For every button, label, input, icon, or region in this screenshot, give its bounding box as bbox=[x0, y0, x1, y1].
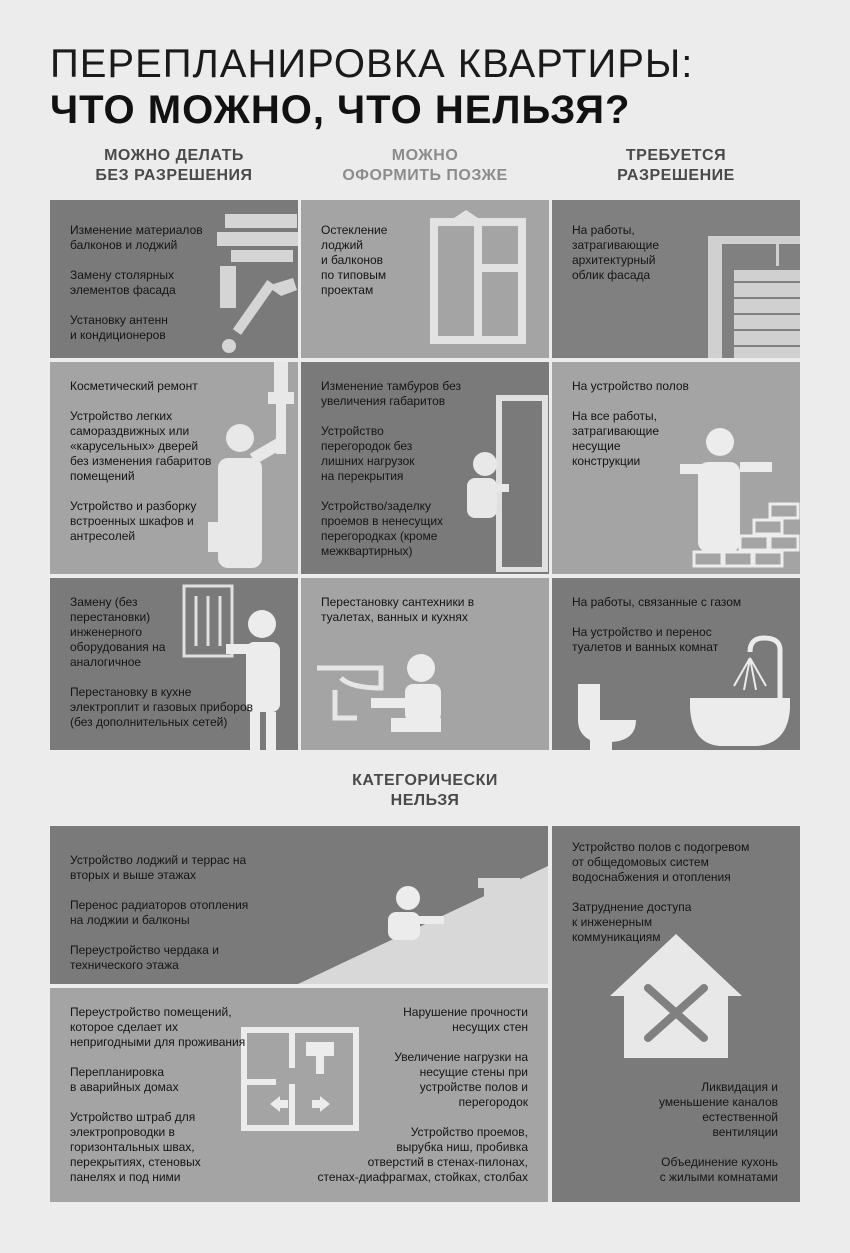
column-heading-line: МОЖНО bbox=[391, 147, 459, 164]
cell-item: Изменение тамбуров без увеличения габаритов bbox=[321, 379, 462, 408]
window-icon bbox=[426, 210, 536, 350]
cell-row1-col1 bbox=[50, 200, 298, 358]
cell-item: Перестановку сантехники в туалетах, ванных и кухнях bbox=[321, 595, 475, 624]
cell-text bbox=[321, 223, 387, 313]
crane-icon bbox=[682, 200, 800, 358]
cell-item: Перепланировка в аварийных домах bbox=[70, 1065, 179, 1094]
cell-item: Устройство проемов, вырубка ниш, пробивка отверстий в стенах-пилонах, стенах-диафрагмах, стойках, столбах bbox=[317, 1125, 528, 1184]
column-heading-line: ОФОРМИТЬ ПОЗЖЕ bbox=[342, 167, 508, 184]
title-line-2: ЧТО МОЖНО, ЧТО НЕЛЬЗЯ? bbox=[50, 88, 631, 132]
cell-row3-col2 bbox=[301, 578, 549, 750]
forbidden-heading-line: КАТЕГОРИЧЕСКИ bbox=[352, 772, 498, 789]
column-heading-no-permission bbox=[50, 146, 298, 186]
cell-item: На работы, связанные с газом bbox=[572, 595, 742, 609]
cell-text bbox=[572, 379, 689, 484]
cell-row3-col1 bbox=[50, 578, 298, 750]
cell-text bbox=[572, 223, 659, 298]
cell-item: Установку антенн и кондиционеров bbox=[70, 313, 168, 342]
cell-text bbox=[317, 1005, 528, 1200]
column-heading-line: МОЖНО ДЕЛАТЬ bbox=[104, 147, 244, 164]
cell-item: Устройство полов с подогревом от общедомовых систем водоснабжения и отопления bbox=[572, 840, 750, 884]
cell-item: На устройство полов bbox=[572, 379, 689, 393]
cell-item: Затруднение доступа к инженерным коммуникациям bbox=[572, 900, 692, 944]
forbidden-heading-line: НЕЛЬЗЯ bbox=[390, 792, 460, 809]
cell-item: Косметический ремонт bbox=[70, 379, 198, 393]
cell-item: Увеличение нагрузки на несущие стены при устройстве полов и перегородок bbox=[394, 1050, 528, 1109]
cell-item: Перенос радиаторов отопления на лоджии и балконы bbox=[70, 898, 249, 927]
forbidden-heading bbox=[300, 771, 550, 811]
cell-item: Устройство перегородок без лишних нагрузок на перекрытия bbox=[321, 424, 415, 483]
cell-item: Устройство и разборку встроенных шкафов и антресолей bbox=[70, 499, 197, 543]
cell-text bbox=[659, 1080, 778, 1200]
column-heading-later bbox=[301, 146, 549, 186]
cell-item: Ликвидация и уменьшение каналов естественной вентиляции bbox=[659, 1080, 778, 1139]
cell-item: Остекление лоджий и балконов по типовым проектам bbox=[321, 223, 388, 297]
cell-item: Объединение кухонь с жилыми комнатами bbox=[659, 1155, 778, 1184]
cell-item: Устройство лоджий и террас на вторых и выше этажах bbox=[70, 853, 247, 882]
cell-row2-col3 bbox=[552, 362, 800, 574]
tools-icon bbox=[215, 208, 298, 358]
cell-item: На работы, затрагивающие архитектурный облик фасада bbox=[572, 223, 659, 282]
cell-item: Замену (без перестановки) инженерного оборудования на аналогичное bbox=[70, 595, 166, 669]
cell-item: Изменение материалов балконов и лоджий bbox=[70, 223, 203, 252]
cell-item: Устройство легких самораздвижных или «карусельных» дверей без изменения габаритов помещений bbox=[70, 409, 212, 483]
cell-text bbox=[70, 853, 248, 984]
cell-text bbox=[70, 379, 211, 559]
cell-item: На все работы, затрагивающие несущие конструкции bbox=[572, 409, 659, 468]
cell-row2-col2 bbox=[301, 362, 549, 574]
cell-row2-col1 bbox=[50, 362, 298, 574]
cell-text bbox=[70, 223, 203, 358]
cell-text bbox=[572, 840, 749, 960]
cell-item: Устройство/заделку проемов в ненесущих перегородках (кроме межквартирных) bbox=[321, 499, 444, 558]
column-heading-line: БЕЗ РАЗРЕШЕНИЯ bbox=[95, 167, 253, 184]
cell-item: На устройство и перенос туалетов и ванных комнат bbox=[572, 625, 719, 654]
roof-worker-icon bbox=[298, 826, 548, 984]
column-heading-line: РАЗРЕШЕНИЕ bbox=[617, 167, 735, 184]
cell-row3-col3 bbox=[552, 578, 800, 750]
painter-icon bbox=[208, 362, 298, 574]
cell-item: Замену столярных элементов фасада bbox=[70, 268, 176, 297]
cell-item: Переустройство помещений, которое сделает их непригодными для проживания bbox=[70, 1005, 246, 1049]
cell-row1-col2 bbox=[301, 200, 549, 358]
cell-text bbox=[321, 595, 474, 640]
cell-text bbox=[321, 379, 461, 574]
cell-item: Перестановку в кухне электроплит и газовых приборов (без дополнительных сетей) bbox=[70, 685, 254, 729]
column-heading-line: ТРЕБУЕТСЯ bbox=[625, 147, 727, 164]
forbidden-top-left bbox=[50, 826, 548, 984]
cell-item: Устройство штраб для электропроводки в горизонтальных швах, перекрытиях, стеновых панелях и под ними bbox=[70, 1110, 201, 1184]
cell-text bbox=[572, 595, 741, 670]
cell-row1-col3 bbox=[552, 200, 800, 358]
forbidden-bottom-left bbox=[50, 988, 548, 1202]
cell-item: Нарушение прочности несущих стен bbox=[403, 1005, 528, 1034]
cell-text bbox=[70, 595, 253, 745]
forbidden-right bbox=[552, 826, 800, 1202]
cell-item: Переустройство чердака и технического этажа bbox=[70, 943, 219, 972]
title-line-1: ПЕРЕПЛАНИРОВКА КВАРТИРЫ: bbox=[50, 42, 694, 86]
bricklayer-icon bbox=[680, 422, 800, 572]
cell-text bbox=[70, 1005, 245, 1200]
column-heading-permission bbox=[552, 146, 800, 186]
